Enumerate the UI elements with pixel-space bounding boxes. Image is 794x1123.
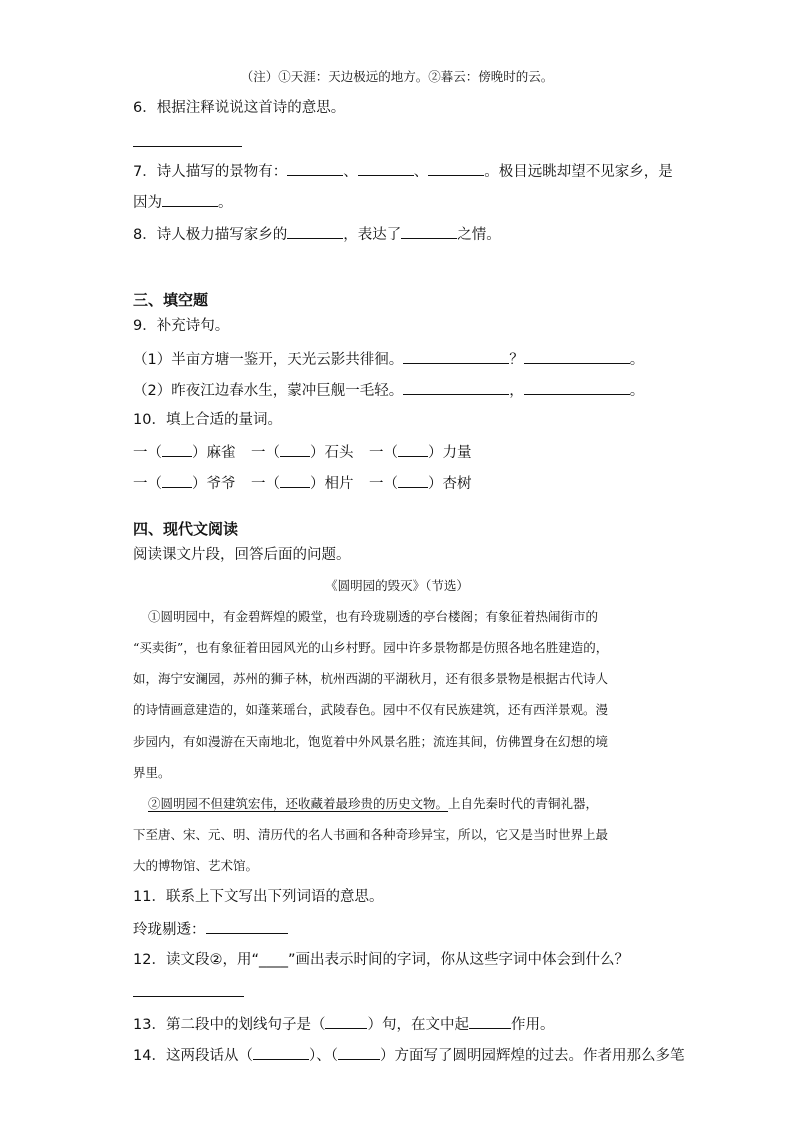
q7-sep-1: 、 bbox=[343, 164, 358, 180]
q9-1-blank-2[interactable] bbox=[524, 348, 630, 364]
question-7 bbox=[133, 160, 673, 182]
passage-line: 的诗情画意建造的，如蓬莱瑶台，武陵春色。园中不仅有民族建筑，还有西洋景观。漫 bbox=[133, 702, 609, 717]
q8-blank-2[interactable] bbox=[401, 223, 457, 239]
q8-text-c: 之情。 bbox=[457, 227, 501, 243]
q7-text-b: 。极目远眺却望不见家乡，是 bbox=[484, 164, 673, 180]
q9-1-given: （1）半亩方塘一鉴开，天光云影共徘徊。 bbox=[133, 352, 404, 368]
q7-blank-3[interactable] bbox=[428, 160, 484, 176]
q9-2-blank-2[interactable] bbox=[524, 379, 630, 395]
question-14: 14．这两段话从（ ）、（ ）方面写了圆明园辉煌的过去。作者用那么多笔 bbox=[133, 1044, 684, 1066]
question-8 bbox=[133, 223, 501, 245]
question-9-2 bbox=[133, 379, 644, 401]
question-11: 11．联系上下文写出下列词语的意思。 bbox=[133, 889, 384, 905]
q10-blank[interactable] bbox=[162, 441, 192, 457]
q9-1-blank-1[interactable] bbox=[403, 348, 509, 364]
q10-blank[interactable] bbox=[280, 472, 310, 488]
q7-text-c: 因为 bbox=[133, 195, 162, 211]
q8-text-b: ，表达了 bbox=[343, 227, 402, 243]
q10-item: 一（ ）麻雀 bbox=[133, 441, 251, 463]
underlined-sentence: ②圆明园不但建筑宏伟，还收藏着最珍贵的历史文物。 bbox=[148, 796, 449, 811]
q11-item: 玲珑剔透： bbox=[133, 918, 288, 940]
passage-line: 大的博物馆、艺术馆。 bbox=[133, 858, 259, 873]
passage-line: ①圆明园中，有金碧辉煌的殿堂，也有玲珑剔透的亭台楼阁；有象征着热闹街市的 bbox=[148, 609, 599, 624]
answer-line-q12[interactable] bbox=[133, 996, 244, 997]
q7-text-a: 7．诗人描写的景物有： bbox=[133, 164, 288, 180]
question-7-cont bbox=[133, 191, 233, 213]
q7-blank-1[interactable] bbox=[287, 160, 343, 176]
q14-blank-1[interactable] bbox=[253, 1044, 309, 1060]
q10-blank[interactable] bbox=[162, 472, 192, 488]
passage-line: ②圆明园不但建筑宏伟，还收藏着最珍贵的历史文物。上自先秦时代的青铜礼器， bbox=[148, 796, 599, 811]
q10-blank[interactable] bbox=[398, 441, 428, 457]
q8-blank-1[interactable] bbox=[287, 223, 343, 239]
question-9: 9．补充诗句。 bbox=[133, 318, 230, 334]
passage-line: 界里。 bbox=[133, 765, 171, 780]
reading-intro: 阅读课文片段，回答后面的问题。 bbox=[133, 547, 351, 563]
q9-2-end: 。 bbox=[629, 383, 645, 399]
passage-line: 步园内，有如漫游在天南地北，饱览着中外风景名胜；流连其间，仿佛置身在幻想的境 bbox=[133, 734, 609, 749]
q10-row-2 bbox=[133, 472, 472, 494]
q7-text-d: 。 bbox=[218, 195, 233, 211]
q9-2-blank-1[interactable] bbox=[403, 379, 509, 395]
q10-item: 一（ ）杏树 bbox=[369, 472, 472, 494]
passage-title: 《圆明园的毁灭》（节选） bbox=[325, 578, 469, 593]
q13-blank-2[interactable] bbox=[469, 1013, 511, 1029]
q7-sep-2: 、 bbox=[413, 164, 429, 180]
poem-note: （注）①天涯：天边极远的地方。②暮云：傍晚时的云。 bbox=[240, 69, 554, 84]
question-12: 12．读文段②，用“____”画出表示时间的字词，你从这些字词中体会到什么？ bbox=[133, 952, 629, 968]
q10-item: 一（ ）爷爷 bbox=[133, 472, 251, 494]
q10-item: 一（ ）石头 bbox=[251, 441, 369, 463]
q11-blank[interactable] bbox=[206, 918, 288, 934]
passage-line: “买卖街”，也有象征着田园风光的山乡村野。园中许多景物都是仿照各地名胜建造的， bbox=[133, 640, 609, 655]
q7-blank-2[interactable] bbox=[358, 160, 414, 176]
section-3-heading: 三、填空题 bbox=[133, 291, 209, 309]
q13-blank-1[interactable] bbox=[325, 1013, 367, 1029]
q10-blank[interactable] bbox=[280, 441, 310, 457]
q7-blank-4[interactable] bbox=[162, 191, 218, 207]
question-10: 10．填上合适的量词。 bbox=[133, 412, 282, 428]
q10-item: 一（ ）相片 bbox=[251, 472, 369, 494]
q9-2-given: （2）昨夜江边春水生，蒙冲巨舰一毛轻。 bbox=[133, 383, 404, 399]
q10-blank[interactable] bbox=[398, 472, 428, 488]
passage-line: 下至唐、宋、元、明、清历代的名人书画和各种奇珍异宝，所以，它又是当时世界上最 bbox=[133, 827, 609, 842]
q10-item: 一（ ）力量 bbox=[369, 441, 472, 463]
question-13: 13．第二段中的划线句子是（ ）句，在文中起 作用。 bbox=[133, 1013, 554, 1035]
q9-1-qmark: ？ bbox=[509, 352, 524, 368]
q9-1-end: 。 bbox=[629, 352, 645, 368]
q10-row-1 bbox=[133, 441, 472, 463]
answer-line-q6[interactable] bbox=[133, 146, 242, 147]
question-6: 6．根据注释说说这首诗的意思。 bbox=[133, 100, 346, 116]
q8-text-a: 8．诗人极力描写家乡的 bbox=[133, 227, 288, 243]
underline-mark: ____ bbox=[258, 952, 288, 968]
question-9-1 bbox=[133, 348, 644, 370]
section-4-heading: 四、现代文阅读 bbox=[133, 520, 239, 538]
q9-2-comma: ， bbox=[509, 383, 524, 399]
q14-blank-2[interactable] bbox=[338, 1044, 380, 1060]
passage-line: 如，海宁安澜园，苏州的狮子林，杭州西湖的平湖秋月，还有很多景物是根据古代诗人 bbox=[133, 671, 609, 686]
